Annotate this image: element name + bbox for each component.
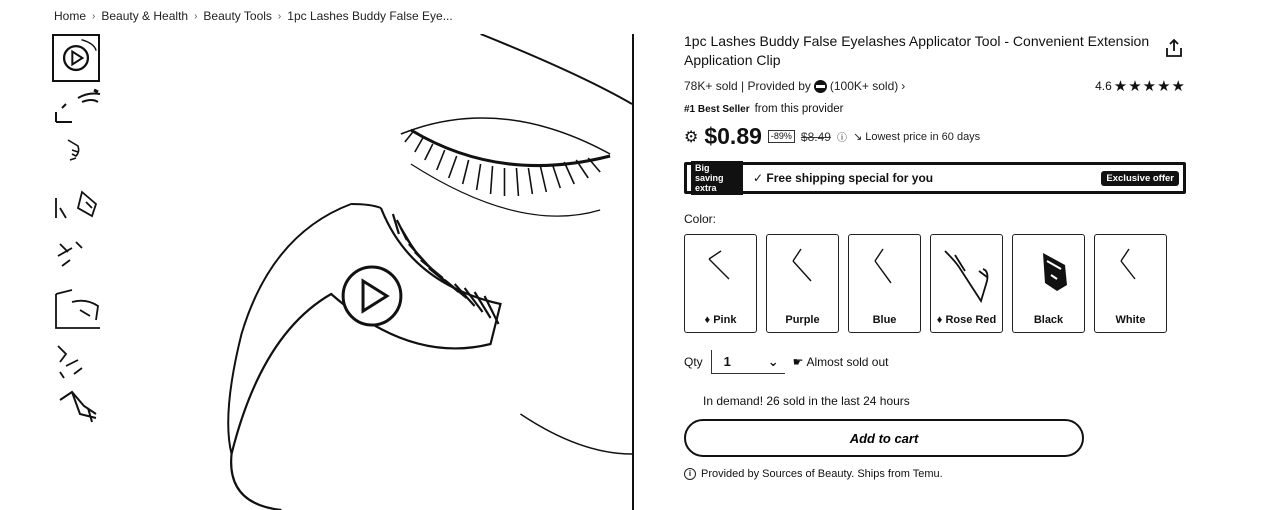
breadcrumb-separator: › [92,10,96,22]
promo-banner[interactable] [684,162,1186,194]
price-lock-icon: ⚙ [684,128,699,146]
provided-by [684,468,1186,480]
thumbnail-image[interactable] [52,138,102,182]
color-option-black[interactable]: Black [1012,234,1085,333]
best-seller [684,103,1186,115]
breadcrumb-separator: › [194,10,198,22]
qty-label: Qty [684,355,703,369]
color-option-rose-red[interactable]: ♦ Rose Red [930,234,1003,333]
color-option-purple[interactable]: Purple [766,234,839,333]
thumbnail-video[interactable] [52,34,100,82]
color-option-pink[interactable]: ♦ Pink [684,234,757,333]
flame-icon: ♦ [936,314,943,326]
quantity-row [684,350,1186,374]
provider-link[interactable]: (100K+ sold) [829,79,899,93]
color-options [684,234,1186,333]
sold-count: 78K+ sold | Provided by [684,79,811,93]
thumbnail-image[interactable] [52,388,102,432]
color-option-blue[interactable]: Blue [848,234,921,333]
lowest-price-note: ↘ Lowest price in 60 days [852,131,981,143]
demand-text: In demand! 26 sold in the last 24 hours [703,394,910,408]
exclusive-offer-badge: Exclusive offer [1101,171,1179,186]
breadcrumb-home[interactable]: Home [54,9,87,23]
best-seller-text: from this provider [754,103,844,115]
breadcrumb-beauty-tools[interactable]: Beauty Tools [203,9,272,23]
chevron-down-icon: ⌄ [767,353,779,369]
current-price: $0.89 [704,123,762,149]
breadcrumb-beauty-health[interactable]: Beauty & Health [101,9,189,23]
provider-logo-icon [814,80,827,93]
play-icon [54,36,98,80]
thumbnail-image[interactable] [52,288,102,332]
qty-value: 1 [723,354,731,369]
star-rating-icon: ★★★★★ [1113,78,1186,95]
breadcrumb-current: 1pc Lashes Buddy False Eye... [287,9,453,23]
add-to-cart-button[interactable]: Add to cart [684,419,1084,457]
price-row [684,123,1186,150]
color-label: Color: [684,212,717,226]
share-icon[interactable] [1164,38,1184,58]
free-shipping-text: ✓ Free shipping special for you [753,171,934,185]
trend-down-icon: ↘ [852,131,863,143]
thumbnail-strip [52,34,102,510]
rating[interactable] [1095,77,1186,95]
breadcrumb [54,9,453,23]
play-icon [343,267,401,325]
breadcrumb-separator: › [277,10,282,22]
thumbnail-image[interactable] [52,238,102,282]
product-meta [684,77,1186,95]
rating-value: 4.6 [1095,79,1112,93]
thumbnail-image[interactable] [52,88,102,132]
big-saving-badge: Big saving extra [691,161,743,195]
original-price: $8.49 [800,129,831,144]
best-seller-badge: #1 Best Seller [684,103,750,115]
check-icon: ✓ [753,171,764,185]
discount-badge: -89% [768,130,795,143]
thumbnail-image[interactable] [52,338,102,382]
product-info [684,32,1186,480]
info-icon: i [684,468,696,480]
hand-icon: ☛ [792,355,804,369]
chevron-right-icon: › [901,79,906,93]
quantity-select[interactable] [711,350,785,374]
info-icon[interactable]: ⓘ [836,133,847,144]
color-option-white[interactable]: White [1094,234,1167,333]
stock-warning: ☛ Almost sold out [792,355,889,369]
main-product-image[interactable] [112,34,634,510]
thumbnail-image[interactable] [52,188,102,232]
product-title: 1pc Lashes Buddy False Eyelashes Applicator Tool - Convenient Extension Application Clip [684,33,1150,68]
flame-icon: ♦ [704,314,711,326]
provided-by-text: Provided by Sources of Beauty. Ships from Temu. [701,468,943,480]
